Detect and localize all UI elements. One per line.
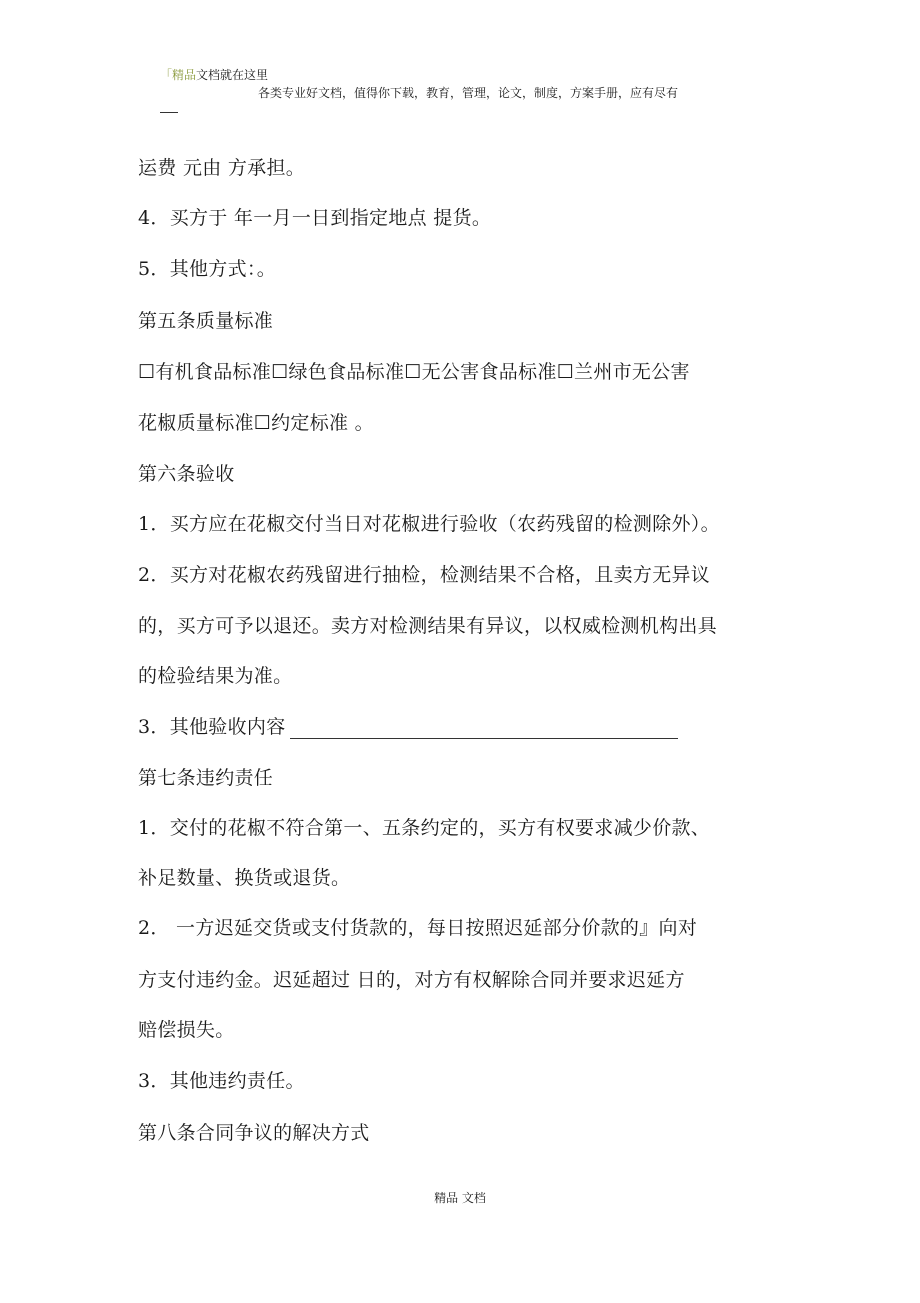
body-line: 2． 一方迟延交货或支付货款的，每日按照迟延部分价款的』向对 [138, 917, 698, 939]
body-line: 补足数量、换货或退货。 [138, 867, 351, 889]
body-line: 的，买方可予以退还。卖方对检测结果有异议，以权威检测机构出具 [138, 615, 718, 637]
section-heading-dispute: 第八条合同争议的解决方式 [138, 1122, 370, 1144]
body-line: 的检验结果为准。 [138, 665, 293, 687]
body-line: 方支付违约金。迟延超过 日的，对方有权解除合同并要求迟延方 [138, 969, 685, 991]
body-line: 1．交付的花椒不符合第一、五条约定的，买方有权要求减少价款、 [138, 817, 711, 839]
header-tagline: 各类专业好文档，值得你下载，教育，管理，论文，制度，方案手册，应有尽有 [258, 86, 679, 100]
body-line: 1．买方应在花椒交付当日对花椒进行验收（农药残留的检测除外）。 [138, 513, 720, 535]
fill-in-blank [290, 720, 678, 739]
body-line: 4．买方于 年一月一日到指定地点 提货。 [138, 207, 492, 229]
body-line: 5．其他方式：。 [138, 258, 276, 280]
header-rule [160, 112, 178, 113]
header-bracket: 「 [160, 68, 173, 82]
header-brand [160, 68, 268, 82]
section-heading-acceptance: 第六条验收 [138, 463, 235, 485]
body-line: 赔偿损失。 [138, 1019, 235, 1041]
section-heading-liability: 第七条违约责任 [138, 767, 274, 789]
body-line: 花椒质量标准☐约定标准 。 [138, 412, 374, 434]
section-heading-quality: 第五条质量标准 [138, 310, 274, 332]
body-line: 3．其他违约责任。 [138, 1070, 305, 1092]
body-line: ☐有机食品标准☐绿色食品标准☐无公害食品标准☐兰州市无公害 [138, 361, 690, 383]
header-brand-accent: 精品 [172, 68, 197, 82]
body-line: 运费 元由 方承担。 [138, 157, 306, 179]
body-line-other-acceptance [138, 715, 678, 739]
page-footer: 精品 文档 [434, 1191, 486, 1205]
header-brand-rest: 文档就在这里 [196, 68, 269, 82]
body-line: 2．买方对花椒农药残留进行抽检，检测结果不合格，且卖方无异议 [138, 564, 711, 586]
other-acceptance-label: 3．其他验收内容 [138, 716, 286, 738]
